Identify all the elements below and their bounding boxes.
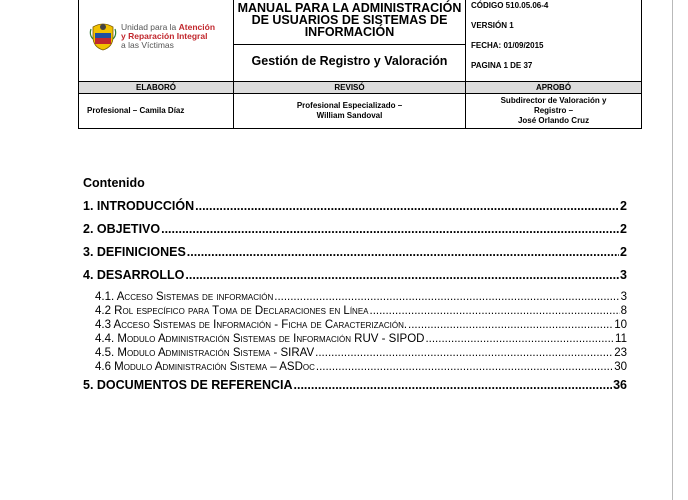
logo-text-line3: a las Víctimas <box>121 40 174 50</box>
title-cell <box>234 0 466 82</box>
coat-of-arms-logo <box>89 21 117 51</box>
toc-entry-page: 2 <box>620 222 627 236</box>
toc-subentry[interactable] <box>83 291 627 305</box>
logo-text-line2: y Reparación Integral <box>121 31 208 41</box>
toc-title: Contenido <box>83 176 145 190</box>
logo-text-line1b: Atención <box>178 22 216 32</box>
toc-subentry[interactable] <box>83 305 627 319</box>
logo-text <box>121 23 215 50</box>
toc-entry-label: 4.5. Modulo Administración Sistema - SIRAV <box>95 347 315 359</box>
toc-entry-page: 36 <box>613 378 627 392</box>
role-reviso: REVISÓ <box>234 82 466 94</box>
toc-entry-page: 2 <box>620 199 627 213</box>
toc-subentry[interactable] <box>83 333 627 347</box>
toc-entry-page: 23 <box>614 347 627 359</box>
role-aprobo: APROBÓ <box>466 82 642 94</box>
toc-entry-page: 10 <box>614 319 627 331</box>
toc-entry-page: 11 <box>615 333 627 345</box>
logo-cell <box>79 0 234 82</box>
toc-entry[interactable] <box>83 199 627 222</box>
logo-text-line1a: Unidad para la <box>121 22 179 32</box>
toc-entry-page: 3 <box>620 268 627 282</box>
toc-entry[interactable] <box>83 245 627 268</box>
role-elaboro: ELABORÓ <box>79 82 234 94</box>
toc-entry-page: 30 <box>614 361 627 373</box>
document-subtitle: Gestión de Registro y Valoración <box>251 54 448 68</box>
page-edge-line <box>672 0 673 500</box>
toc-entry-page: 8 <box>620 305 627 317</box>
aprobo-line1: Subdirector de Valoración y <box>500 96 607 105</box>
document-title: MANUAL PARA LA ADMINISTRACIÓN DE USUARIOS DE SISTEMAS DE INFORMACIÓN <box>234 0 465 45</box>
toc-entry-page: 3 <box>620 291 627 303</box>
toc-entry-label: 2. OBJETIVO <box>83 222 161 236</box>
toc-entry-label: 4.3 Acceso Sistemas de Información - Ficha de Caracterización. <box>95 319 408 331</box>
elaboro-name: Profesional – Camila Díaz <box>79 94 234 129</box>
document-header-table <box>78 0 642 129</box>
toc-entry[interactable] <box>83 378 627 401</box>
table-of-contents <box>83 176 627 401</box>
toc-entry-page: 2 <box>620 245 627 259</box>
toc-entry-label: 4.1. Acceso Sistemas de información <box>95 291 274 303</box>
reviso-line2: William Sandoval <box>316 111 383 120</box>
toc-entry-label: 1. INTRODUCCIÓN <box>83 199 195 213</box>
document-date: FECHA: 01/09/2015 <box>471 41 544 50</box>
toc-entry-label: 4.6 Modulo Administración Sistema – ASDoc <box>95 361 315 373</box>
aprobo-line3: José Orlando Cruz <box>517 116 590 125</box>
reviso-line1: Profesional Especializado – <box>296 101 403 110</box>
reviso-name <box>234 94 466 129</box>
toc-entry-label: 4. DESARROLLO <box>83 268 185 282</box>
toc-entry-label: 3. DEFINICIONES <box>83 245 186 259</box>
aprobo-name <box>466 94 642 129</box>
toc-subentry[interactable] <box>83 347 627 361</box>
toc-entry-label: 4.2 Rol específico para Toma de Declaraciones en Línea <box>95 305 369 317</box>
aprobo-line2: Registro – <box>533 106 574 115</box>
document-code: CÓDIGO 510.05.06-4 <box>471 1 549 10</box>
toc-subentry[interactable] <box>83 361 627 375</box>
toc-entry-label: 4.4. Modulo Administración Sistemas de Información RUV - SIPOD <box>95 333 425 345</box>
document-page-number: PAGINA 1 DE 37 <box>471 61 533 70</box>
toc-entry[interactable] <box>83 268 627 291</box>
meta-cell <box>466 0 642 82</box>
document-version: VERSIÓN 1 <box>471 21 514 30</box>
toc-entry[interactable] <box>83 222 627 245</box>
toc-entry-label: 5. DOCUMENTOS DE REFERENCIA <box>83 378 293 392</box>
toc-subentry[interactable] <box>83 319 627 333</box>
